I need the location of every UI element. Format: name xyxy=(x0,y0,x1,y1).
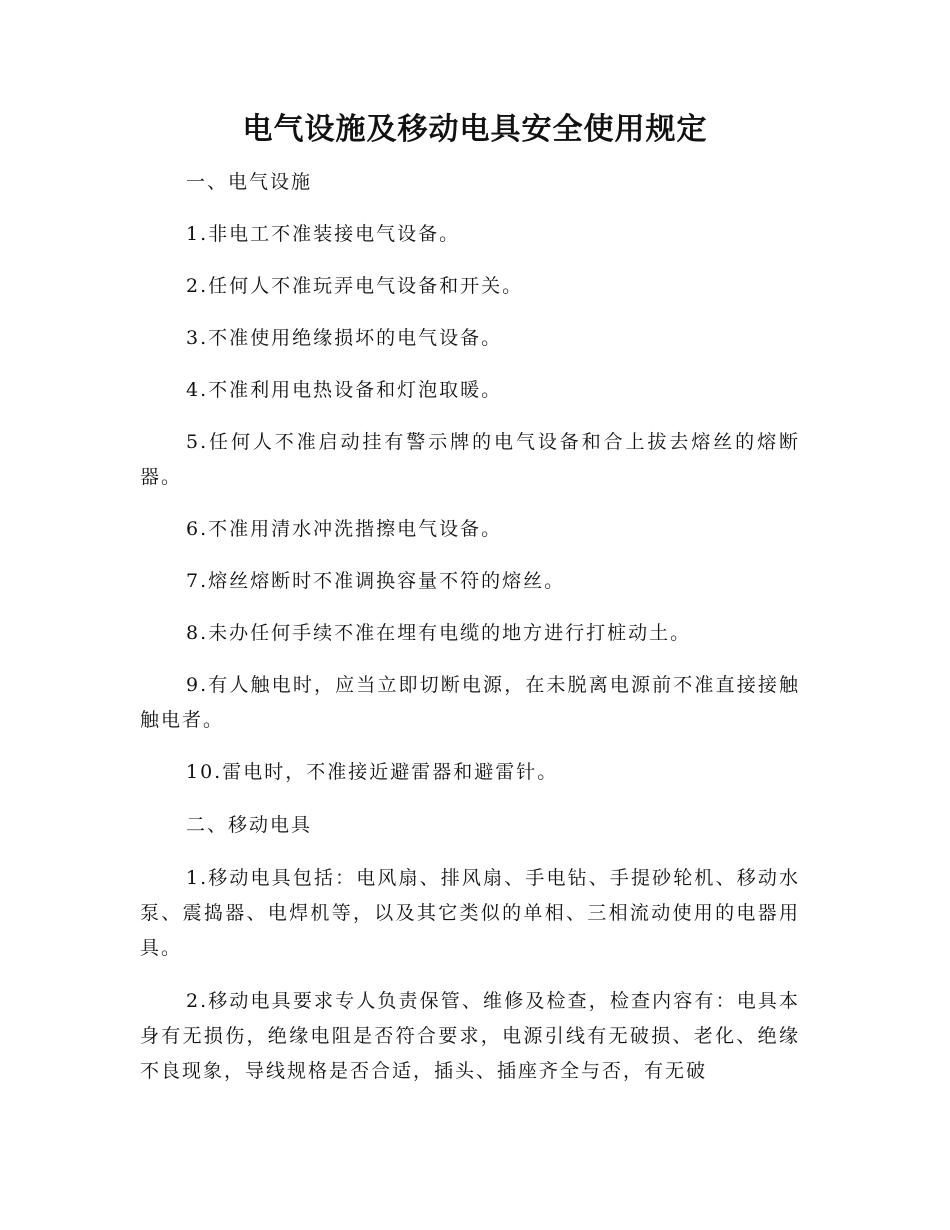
rule-item: 2.任何人不准玩弄电气设备和开关。 xyxy=(186,275,524,297)
rule-item: 9.有人触电时，应当立即切断电源，在未脱离电源前不准直接接触触电者。 xyxy=(140,674,800,731)
rule-item: 6.不准用清水冲洗揩擦电气设备。 xyxy=(186,518,503,540)
section-heading-portable-appliances: 二、移动电具 xyxy=(186,814,313,836)
rule-item: 2.移动电具要求专人负责保管、维修及检查，检查内容有：电具本身有无损伤，绝缘电阻是否符合要求，电源引线有无破损、老化、绝缘不良现象，导线规格是否合适，插头、插座齐全与否，有无破 xyxy=(140,990,800,1082)
rule-item: 3.不准使用绝缘损坏的电气设备。 xyxy=(186,327,503,349)
rule-item: 5.任何人不准启动挂有警示牌的电气设备和合上拔去熔丝的熔断器。 xyxy=(140,431,800,488)
document-title: 电气设施及移动电具安全使用规定 xyxy=(242,112,708,147)
section-heading-electrical-facilities: 一、电气设施 xyxy=(186,171,313,193)
document-body xyxy=(140,165,800,1089)
rule-item: 1.非电工不准装接电气设备。 xyxy=(186,223,461,245)
rule-item: 1.移动电具包括：电风扇、排风扇、手电钻、手提砂轮机、移动水泵、震捣器、电焊机等，以及其它类似的单相、三相流动使用的电器用具。 xyxy=(140,867,800,959)
rule-item: 4.不准利用电热设备和灯泡取暖。 xyxy=(186,379,503,401)
rule-item: 8.未办任何手续不准在埋有电缆的地方进行打桩动土。 xyxy=(186,622,692,644)
rule-item: 10.雷电时，不准接近避雷器和避雷针。 xyxy=(186,761,559,783)
rule-item: 7.熔丝熔断时不准调换容量不符的熔丝。 xyxy=(186,570,566,592)
